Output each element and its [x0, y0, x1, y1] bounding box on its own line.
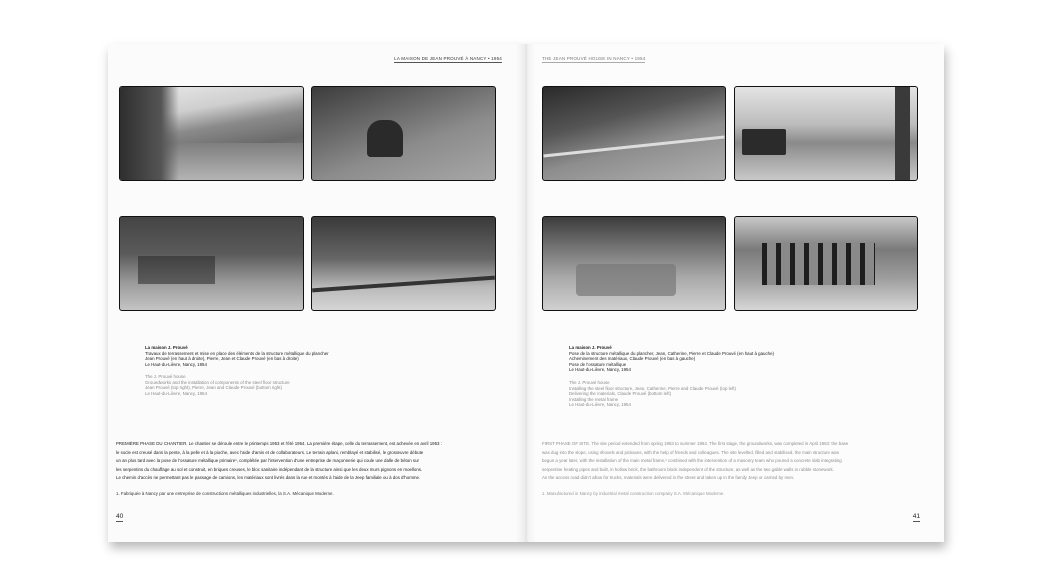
right-caption-fr: La maison J. Prouvé Pose de la structure métallique du plancher, Jean, Catherine, Pierre et Claude Prouvé (en haut à gauche) Acheminement des matériaux, Claude Prouvé (en bas à gauche) Pose de l'ossature métallique Le Haut-du-Lièvre, Nancy, 1954: [569, 345, 775, 373]
photo-floor-structure: [542, 86, 726, 181]
left-body-text: PREMIÈRE PHASE DU CHANTIER. Le chantier se déroule entre le printemps 1953 et l'été 1954. La première étape, celle du terrassement, est achevée en avril 1953 : le socle est creusé dans la pente, à la pelle et à la pioche, avec l'aide d'amis et de collaborateurs. Le terrain aplani, remblayé et stabilisé, le grosœuvre débute un an plus tard avec la pose de l'ossature métallique primaire¹, complétée par l'intervention d'une entreprise de maçonnerie qui coule une dalle de béton sur les serpentins du chauffage au sol et construit, en briques creuses, le bloc sanitaire indépendant de la structure ainsi que les deux murs pignons en moellons. Le chemin d'accès ne permettant pas le passage de camions, les matériaux sont livrés dans la rue et montés à l'aide de la Jeep familiale ou à dos d'homme.: [116, 441, 442, 481]
left-caption-fr: La maison J. Prouvé Travaux de terrassement et mise en place des éléments de la structure métallique du plancher Jean Prouvé (en haut à droite), Pierre, Jean et Claude Prouvé (en bas à droite) Le Haut-du-Lièvre, Nancy, 1954: [145, 345, 329, 367]
left-caption-en: The J. Prouvé house Groundworks and the installation of components of the steel floor structure Jean Prouvé (top right), Pierre, Jean and Claude Prouvé (bottom right) Le Haut-du-Lièvre, Nancy, 1954: [145, 374, 290, 396]
photo-metal-frame: [734, 216, 918, 311]
photo-groundworks-slope: [119, 86, 304, 181]
photo-steel-beams: [311, 216, 496, 311]
left-running-head: LA MAISON DE JEAN PROUVÉ À NANCY • 1954: [394, 56, 502, 61]
right-caption-en: The J. Prouvé house Installing the steel floor structure, Jean, Catherine, Pierre and Claude Prouvé (top left) Delivering the materials, Claude Prouvé (bottom left) Installing the metal frame Le Haut-du-Lièvre, Nancy, 1954: [569, 380, 736, 408]
left-footnote: 1. Fabriquée à Nancy par une entreprise de constructions métalliques industrielles, la S.A. Mécanique Moderne.: [116, 491, 334, 496]
right-footnote: 1. Manufactured in Nancy by industrial metal construction company S.A. Mécanique Moderne.: [542, 491, 725, 496]
right-running-head: THE JEAN PROUVÉ HOUSE IN NANCY • 1954: [542, 56, 646, 61]
left-page: [108, 44, 526, 542]
right-page-number: 41: [912, 513, 920, 520]
right-body-text: FIRST PHASE OF SITE. The site period extended from spring 1953 to summer 1954. The first stage, the groundworks, was completed in April 1953: the base was dug into the slope, using shovels and pickaxes, with the help of friends and colleagues. The site levelled, filled and stabilised, the main structure was begun a year later, with the installation of the main metal frame,¹ combined with the intervention of a masonry team who poured a concrete slab integrating serpentine heating pipes and built, in hollow brick, the bathroom block independent of the structure, as well as the two gable walls in rubble stonework. As the access road didn't allow for trucks, materials were delivered in the street and taken up in the family Jeep or carried by men.: [542, 441, 849, 481]
right-page: [526, 44, 944, 542]
photo-man-kneeling: [311, 86, 496, 181]
left-page-number: 40: [116, 513, 124, 520]
photo-jeep: [542, 216, 726, 311]
photo-truck-delivery: [734, 86, 918, 181]
book-spread: [108, 44, 944, 542]
photo-workers-site: [119, 216, 304, 311]
